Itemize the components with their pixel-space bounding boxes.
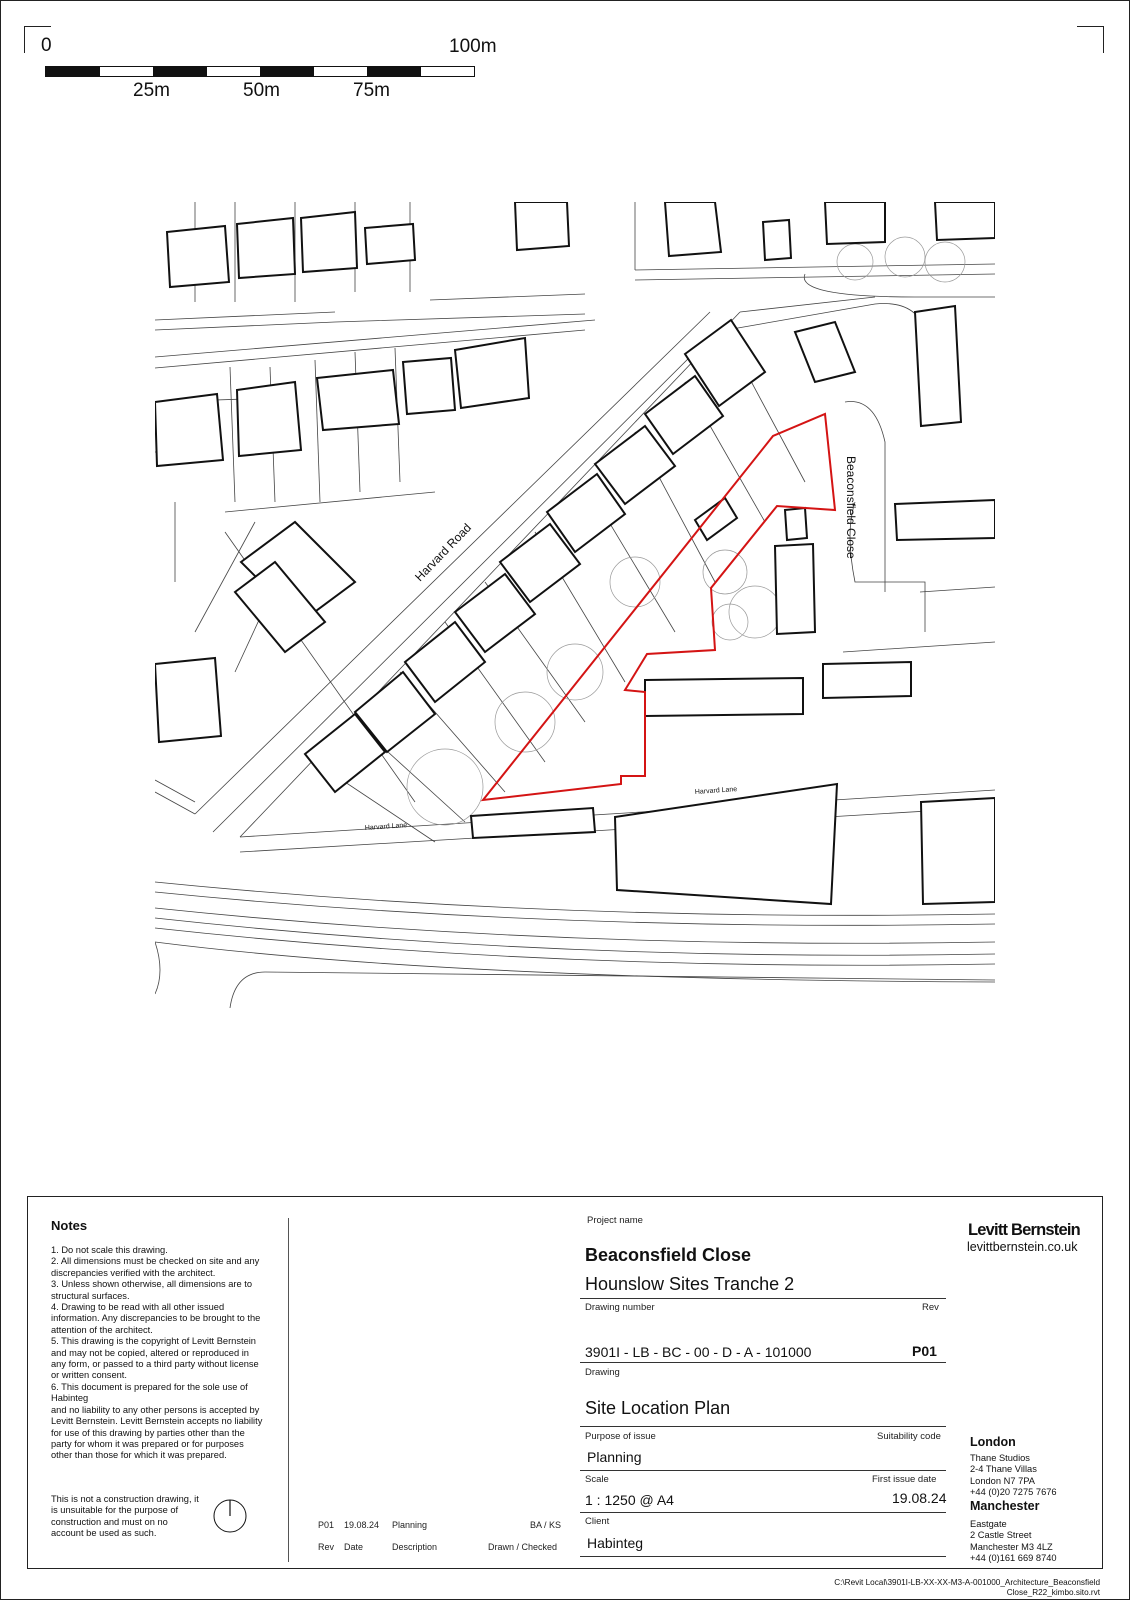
crop-mark-top-right xyxy=(1077,26,1104,53)
rev-header-date: Date xyxy=(344,1542,364,1552)
rev-row-drawn-checked: BA / KS xyxy=(530,1520,562,1530)
file-path: C:\Revit Local\3901I-LB-XX-XX-M3-A-001000_Architecture_Beaconsfield Close_R22_kimbo.sito.rvt xyxy=(834,1578,1100,1597)
suitability-label: Suitability code xyxy=(877,1431,941,1442)
scale-label-zero: 0 xyxy=(41,35,52,56)
company-website[interactable]: levittbernstein.co.uk xyxy=(967,1240,1078,1254)
first-issue-label: First issue date xyxy=(872,1474,937,1485)
divider-notes xyxy=(288,1218,289,1562)
rev-header-description: Description xyxy=(392,1542,438,1552)
drawing-number: 3901I - LB - BC - 00 - D - A - 101000 xyxy=(585,1344,812,1360)
office-london-title: London xyxy=(970,1435,1016,1449)
purpose-value: Planning xyxy=(587,1449,642,1465)
office-manchester-title: Manchester xyxy=(970,1499,1040,1513)
office-manchester-address: Eastgate 2 Castle Street Manchester M3 4LZ +44 (0)161 669 8740 xyxy=(970,1519,1057,1564)
note-item: 6. This document is prepared for the sole use of Habinteg xyxy=(51,1381,248,1404)
rev-row-rev: P01 xyxy=(318,1520,335,1530)
company-logo: Levitt Bernstein xyxy=(968,1221,1080,1239)
scale-bar xyxy=(45,66,475,77)
project-name: Beaconsfield Close xyxy=(585,1245,752,1265)
rev-label: Rev xyxy=(922,1302,939,1313)
road-label-beaconsfield-close: Beaconsfield Close xyxy=(844,456,858,559)
drawing-number-label: Drawing number xyxy=(585,1302,655,1313)
note-item: 3. Unless shown otherwise, all dimensions are to structural surfaces. xyxy=(51,1279,253,1301)
office-london-address: Thane Studios 2-4 Thane Villas London N7 7PA +44 (0)20 7275 7676 xyxy=(970,1453,1057,1498)
drawing-title: Site Location Plan xyxy=(585,1398,731,1418)
rev-header-rev: Rev xyxy=(318,1542,335,1552)
notes-title: Notes xyxy=(51,1218,88,1233)
note-item: 5. This drawing is the copyright of Levitt Bernstein and may not be copied, altered or reproduced in any form, or passed to a third party without license or written consent. xyxy=(51,1336,259,1381)
notes-list xyxy=(51,1245,263,1462)
note-item: 1. Do not scale this drawing. xyxy=(51,1245,168,1255)
north-arrow-icon xyxy=(212,1498,248,1534)
client-label: Client xyxy=(585,1516,610,1527)
project-name-label: Project name xyxy=(587,1215,643,1226)
note-item: 4. Drawing to be read with all other issued information. Any discrepancies to be brought to the attention of the architect. xyxy=(51,1302,261,1335)
scale-label-75m: 75m xyxy=(353,80,390,101)
rev-row-date: 19.08.24 xyxy=(344,1520,380,1530)
drawing-label: Drawing xyxy=(585,1367,620,1378)
scale-label-100m: 100m xyxy=(449,36,497,57)
road-label-harvard-lane-west: Harvard Lane xyxy=(364,822,408,832)
rev-row-description: Planning xyxy=(392,1520,428,1530)
first-issue-date: 19.08.24 xyxy=(892,1490,947,1506)
rev-header-drawn-checked: Drawn / Checked xyxy=(488,1542,558,1552)
scale-value: 1 : 1250 @ A4 xyxy=(585,1492,674,1508)
drawing-rev: P01 xyxy=(912,1343,937,1359)
road-label-harvard-lane-east: Harvard Lane xyxy=(694,786,738,796)
project-subtitle: Hounslow Sites Tranche 2 xyxy=(585,1274,795,1294)
client-value: Habinteg xyxy=(587,1535,644,1551)
site-location-map xyxy=(155,202,995,1008)
scale-label: Scale xyxy=(585,1474,609,1485)
note-item: and no liability to any other persons is accepted by Levitt Bernstein. Levitt Bernstein accepts no liability for use of this drawing by parties other than the party for whom it was prepared or for purposes other than those for which it was prepared. xyxy=(51,1404,263,1461)
scale-label-50m: 50m xyxy=(243,80,280,101)
note-item: 2. All dimensions must be checked on site and any discrepancies verified with the architect. xyxy=(51,1256,260,1278)
road-label-harvard-road: Harvard Road xyxy=(412,520,475,585)
purpose-label: Purpose of issue xyxy=(585,1431,656,1442)
construction-warning: This is not a construction drawing, it is unsuitable for the purpose of construction and must on no account be used as such. xyxy=(51,1494,199,1539)
scale-label-25m: 25m xyxy=(133,80,170,101)
crop-mark-top-left xyxy=(24,26,51,53)
